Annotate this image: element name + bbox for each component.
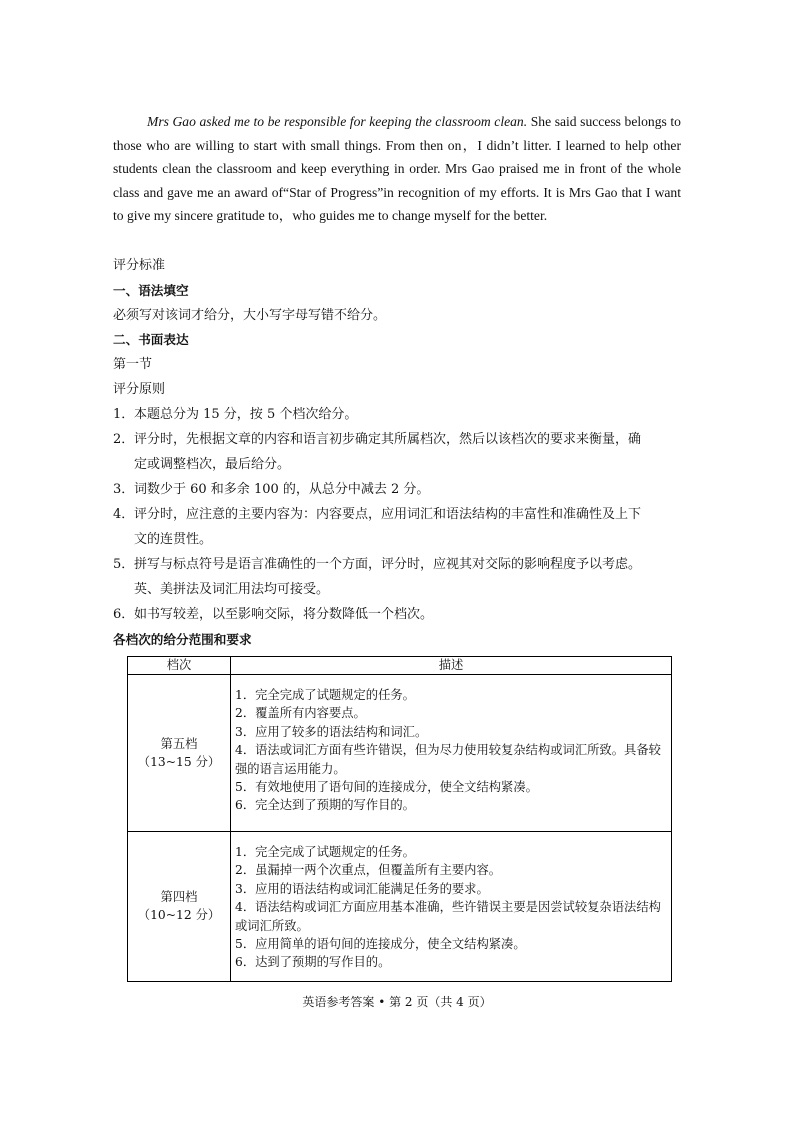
level-name: 第四档	[160, 890, 198, 905]
table-header-row	[128, 657, 672, 675]
level-range: （10~12 分）	[137, 908, 221, 923]
description-cell	[231, 675, 672, 832]
rule-item	[113, 477, 683, 502]
rule-number: 5．	[113, 557, 135, 572]
section-grammar-title: 一、语法填空	[113, 283, 189, 298]
table-title: 各档次的给分范围和要求	[113, 632, 252, 647]
rule-text: 评分时，先根据文章的内容和语言初步确定其所属档次，然后以该档次的要求来衡量，确	[134, 432, 642, 447]
level-cell	[128, 832, 231, 982]
essay-body: She said success belongs to those who are willing to start with small things. From then on，I didn’t litter. I learned to help other students clean the classroom and keep everything in order. Mrs Gao praised me in front of the whole class and gave me an award of“Star of Progress”in recognition of my efforts. It is Mrs Gao that I want to give my sincere gratitude to，who guides me to change myself for the better.	[113, 114, 681, 224]
rule-item	[113, 502, 683, 552]
level-cell	[128, 675, 231, 832]
rule-item	[113, 402, 683, 427]
level-range: （13~15 分）	[137, 755, 221, 769]
rule-continuation: 定或调整档次，最后给分。	[134, 457, 291, 472]
description-item: 2．覆盖所有内容要点。	[235, 706, 366, 721]
principles-title: 评分原则	[113, 382, 166, 397]
rule-number: 2．	[113, 432, 135, 447]
description-item: 2．虽漏掉一两个次重点，但覆盖所有主要内容。	[235, 863, 502, 878]
description-item: 5．有效地使用了语句间的连接成分，使全文结构紧凑。	[235, 780, 538, 795]
description-item: 3．应用了较多的语法结构和词汇。	[235, 724, 428, 739]
rule-text: 本题总分为 15 分，按 5 个档次给分。	[134, 407, 358, 422]
rule-number: 4．	[113, 507, 135, 522]
rule-item	[113, 602, 683, 627]
description-item: 6．完全达到了预期的写作目的。	[235, 798, 415, 813]
rule-number: 6．	[113, 607, 135, 622]
scoring-title: 评分标准	[113, 258, 166, 273]
description-item: 4．语法或词汇方面有些许错误，但为尽力使用较复杂结构或词汇所致。具备较强的语言运用能力。	[235, 743, 661, 776]
essay-text	[113, 110, 681, 228]
sample-essay-paragraph	[113, 110, 681, 228]
column-header-description: 描述	[231, 657, 672, 675]
rule-text: 拼写与标点符号是语言准确性的一个方面，评分时，应视其对交际的影响程度予以考虑。	[134, 557, 642, 572]
rule-number: 3．	[113, 482, 135, 497]
rule-text: 词数少于 60 和多余 100 的，从总分中减去 2 分。	[134, 482, 430, 497]
description-cell	[231, 832, 672, 982]
rule-continuation: 文的连贯性。	[134, 532, 213, 547]
description-item: 5．应用简单的语句间的连接成分，使全文结构紧凑。	[235, 937, 526, 952]
essay-italic-lead: Mrs Gao asked me to be responsible for keeping the classroom clean.	[147, 114, 528, 129]
part-label: 第一节	[113, 357, 153, 372]
description-item: 4．语法结构或词汇方面应用基本准确，些许错误主要是因尝试较复杂语法结构或词汇所致。	[235, 900, 661, 933]
description-item: 1．完全完成了试题规定的任务。	[235, 845, 415, 859]
rule-item	[113, 552, 683, 602]
description-item: 3．应用的语法结构或词汇能满足任务的要求。	[235, 881, 489, 896]
column-header-level: 档次	[128, 657, 231, 675]
section-grammar-rule: 必须写对该词才给分，大小写字母写错不给分。	[113, 308, 387, 323]
table-row	[128, 832, 672, 982]
rule-item	[113, 427, 683, 477]
description-item: 1．完全完成了试题规定的任务。	[235, 688, 415, 702]
rule-number: 1．	[113, 407, 135, 422]
level-name: 第五档	[160, 736, 198, 751]
description-item: 6．达到了预期的写作目的。	[235, 955, 391, 970]
grading-table	[127, 656, 672, 982]
table-row	[128, 675, 672, 832]
section-writing-title: 二、书面表达	[113, 332, 189, 347]
page-footer: 英语参考答案 • 第 2 页（共 4 页）	[302, 995, 492, 1009]
rule-continuation: 英、美拼法及词汇用法均可接受。	[134, 582, 330, 597]
rule-text: 评分时，应注意的主要内容为：内容要点，应用词汇和语法结构的丰富性和准确性及上下	[134, 507, 642, 522]
rule-text: 如书写较差，以至影响交际，将分数降低一个档次。	[134, 607, 434, 622]
